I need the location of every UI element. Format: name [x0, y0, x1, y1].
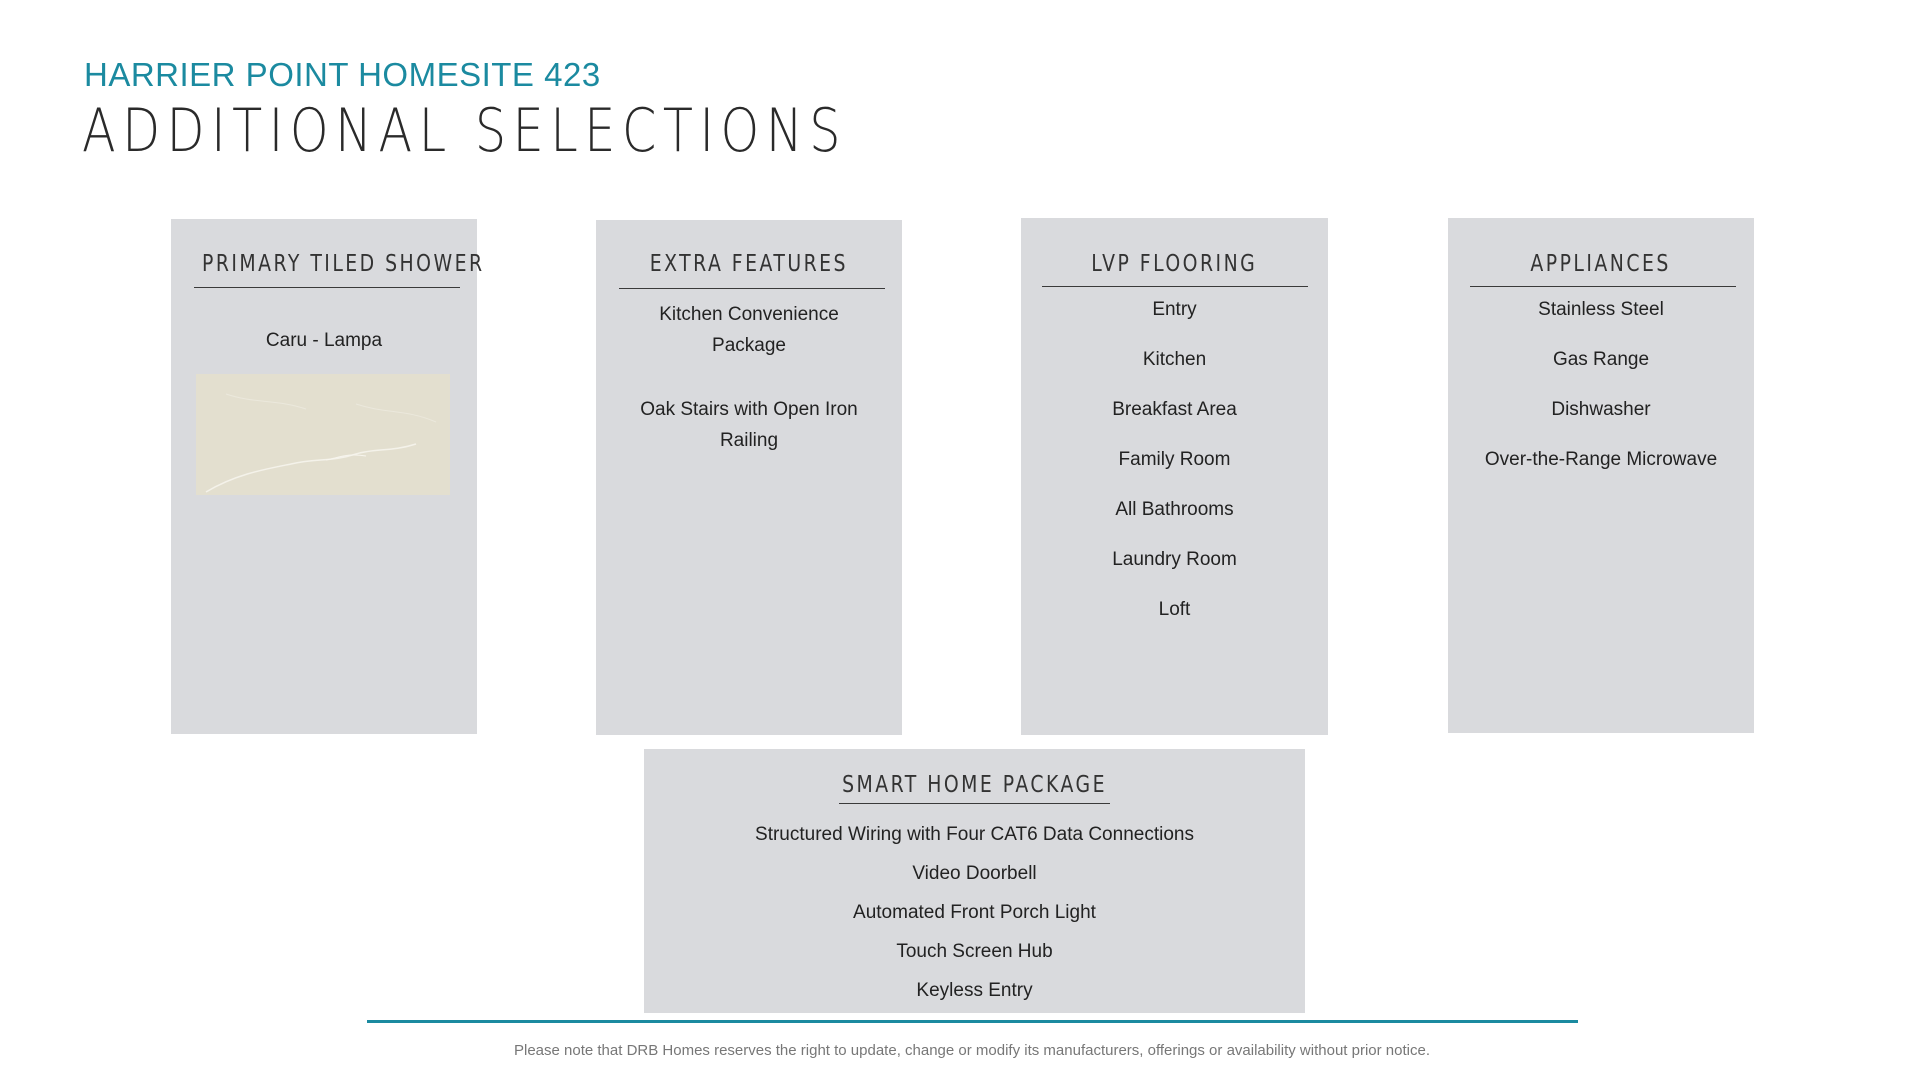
list-item: Dishwasher — [1551, 399, 1651, 420]
list-item: Caru - Lampa — [265, 330, 383, 351]
card-heading-text: SMART HOME PACKAGE — [842, 772, 1107, 798]
card-divider — [194, 287, 460, 288]
list-item: Touch Screen Hub — [896, 941, 1053, 962]
footer-divider — [367, 1020, 1578, 1023]
list-item: Gas Range — [1552, 349, 1650, 370]
list-item: Loft — [1158, 599, 1191, 620]
tile-swatch-image — [196, 374, 450, 495]
list-item: Family Room — [1118, 449, 1231, 470]
card-heading — [1021, 251, 1328, 277]
card-divider — [1470, 286, 1736, 287]
list-item: Entry — [1152, 299, 1197, 320]
card-appliances — [1448, 218, 1754, 733]
card-heading — [596, 251, 902, 277]
list-item: Stainless Steel — [1538, 299, 1664, 320]
card-lvp-flooring — [1021, 218, 1328, 735]
card-extra-features — [596, 220, 902, 735]
card-heading-text: APPLIANCES — [1530, 251, 1672, 277]
list-item: All Bathrooms — [1115, 499, 1234, 520]
list-item: Laundry Room — [1112, 549, 1237, 570]
list-item: Breakfast Area — [1112, 399, 1237, 420]
card-divider — [839, 803, 1110, 804]
card-primary-tiled-shower — [171, 219, 485, 734]
card-heading — [171, 251, 485, 277]
list-item: Automated Front Porch Light — [853, 902, 1096, 923]
tile-texture-image — [196, 374, 450, 495]
list-item: Kitchen — [1142, 349, 1207, 370]
card-heading-text: PRIMARY TILED SHOWER — [202, 251, 485, 277]
page-subtitle: HARRIER POINT HOMESITE 423 — [84, 56, 601, 93]
list-item: Kitchen Convenience Package — [659, 304, 839, 356]
card-heading — [1448, 251, 1754, 277]
card-divider — [1042, 286, 1308, 287]
card-heading-text: EXTRA FEATURES — [649, 251, 849, 277]
card-divider — [619, 288, 885, 289]
list-item: Over-the-Range Microwave — [1484, 449, 1718, 470]
page-title: ADDITIONAL SELECTIONS — [82, 96, 847, 166]
list-item: Video Doorbell — [912, 863, 1037, 884]
list-item: Keyless Entry — [916, 980, 1033, 1001]
list-item: Structured Wiring with Four CAT6 Data Connections — [755, 824, 1194, 845]
card-heading — [644, 772, 1305, 798]
disclaimer-text: Please note that DRB Homes reserves the right to update, change or modify its manufacturers, offerings or availability without prior notice. — [513, 1042, 1430, 1059]
card-smart-home-package — [644, 749, 1305, 1013]
card-heading-text: LVP FLOORING — [1091, 251, 1258, 277]
list-item: Oak Stairs with Open Iron Railing — [640, 399, 858, 451]
